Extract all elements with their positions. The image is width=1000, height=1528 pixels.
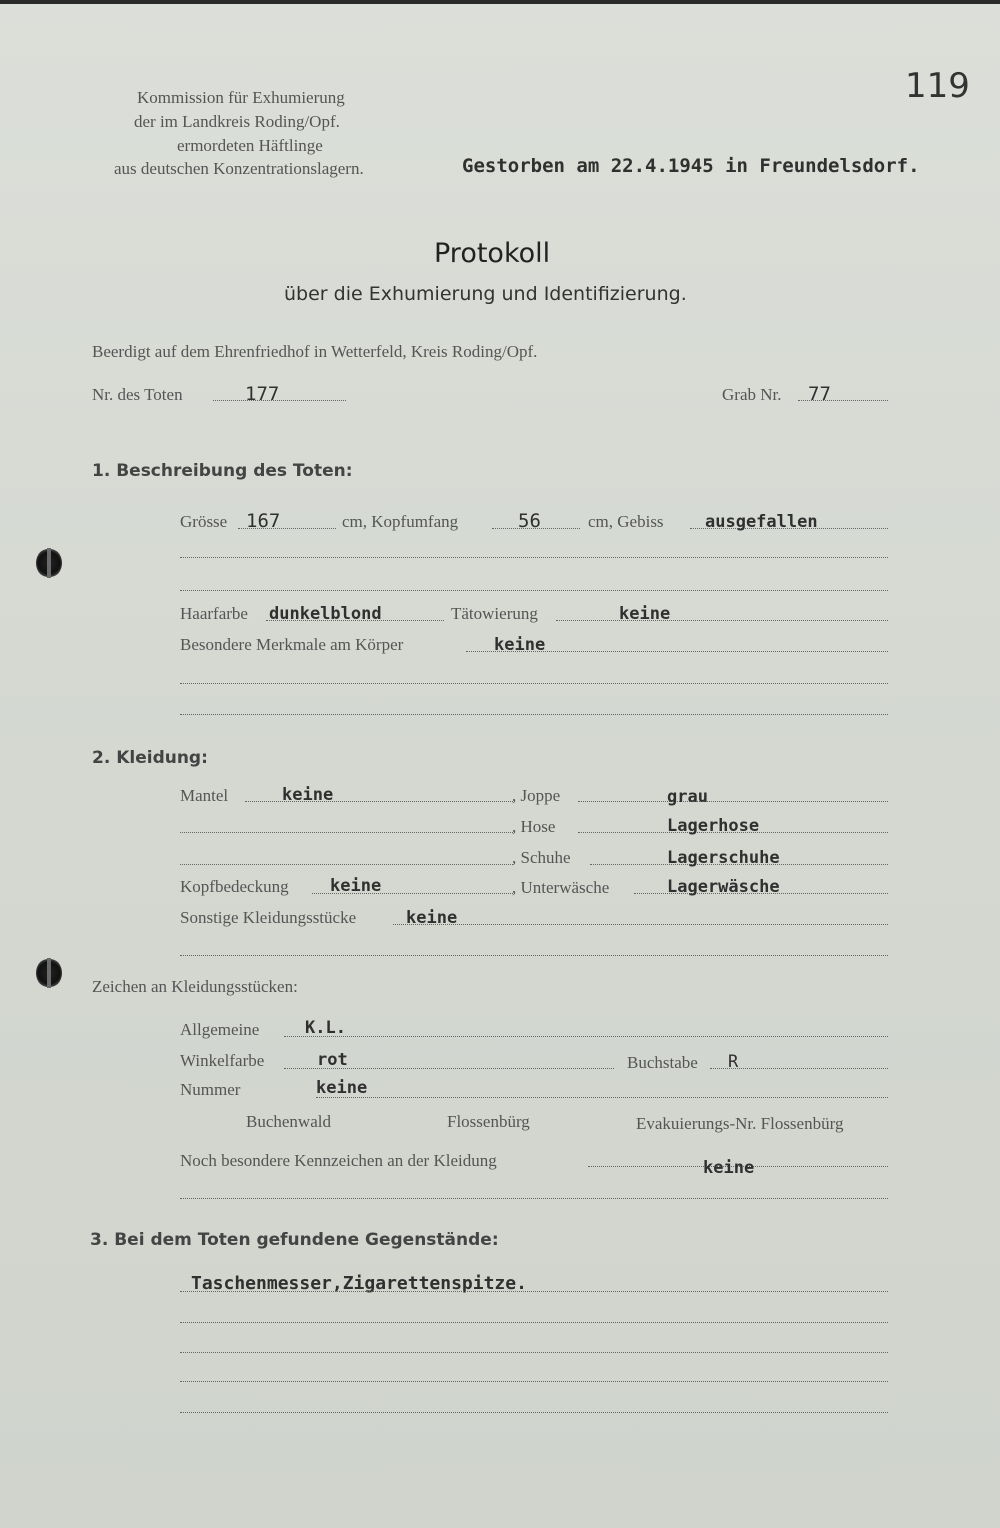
letter-label: Buchstabe	[627, 1053, 698, 1072]
hair-label: Haarfarbe	[180, 604, 248, 623]
number-line	[316, 1097, 888, 1098]
page-number: 119	[905, 66, 970, 106]
blank-line	[180, 1412, 888, 1413]
marks-value: keine	[494, 635, 546, 655]
section-1-heading: 1. Beschreibung des Toten:	[92, 461, 353, 481]
underwear-label: , Unterwäsche	[512, 878, 610, 897]
headwear-value: keine	[330, 876, 382, 896]
tattoo-label: Tätowierung	[451, 604, 538, 623]
blank-line	[180, 955, 888, 956]
hair-value: dunkelblond	[269, 604, 382, 624]
found-items: Taschenmesser,Zigarettenspitze.	[191, 1273, 527, 1294]
other-clothing-line	[393, 924, 888, 925]
death-note: Gestorben am 22.4.1945 in Freundelsdorf.	[462, 155, 920, 177]
section-2-heading: 2. Kleidung:	[92, 748, 208, 768]
height-label: Grösse	[180, 512, 228, 531]
trousers-value: Lagerhose	[667, 816, 760, 836]
grave-number-value: 77	[808, 383, 831, 405]
jacket-value: grau	[667, 787, 708, 807]
general-value: K.L.	[305, 1018, 346, 1038]
head-value: 56	[518, 510, 541, 532]
blank-line	[180, 714, 888, 715]
letter-value: R	[728, 1052, 739, 1072]
headwear-label: Kopfbedeckung	[180, 877, 289, 896]
shoes-label: , Schuhe	[512, 848, 571, 867]
page-subtitle: über die Exhumierung und Identifizierung.	[284, 283, 687, 305]
blank-line	[180, 864, 513, 865]
jacket-label: , Joppe	[512, 786, 561, 805]
blank-line	[180, 1381, 888, 1382]
camp-buchenwald: Buchenwald	[246, 1112, 331, 1131]
triangle-color-value: rot	[317, 1050, 348, 1070]
commission-line-3: ermordeten Häftlinge	[177, 136, 323, 155]
blank-line	[180, 832, 513, 833]
other-clothing-value: keine	[406, 908, 458, 928]
tattoo-line	[556, 620, 888, 621]
page-title: Protokoll	[434, 238, 551, 269]
marks-heading: Zeichen an Kleidungsstücken:	[92, 977, 298, 996]
blank-line	[180, 1198, 888, 1199]
blank-line	[180, 1352, 888, 1353]
camp-flossenbuerg: Flossenbürg	[447, 1112, 530, 1131]
teeth-value: ausgefallen	[705, 512, 818, 532]
dead-number-line	[213, 400, 346, 401]
blank-line	[180, 590, 888, 591]
other-clothing-label: Sonstige Kleidungsstücke	[180, 908, 357, 927]
coat-value: keine	[282, 785, 334, 805]
blank-line	[180, 1322, 888, 1323]
commission-line-2: der im Landkreis Roding/Opf.	[134, 112, 340, 131]
height-value: 167	[246, 510, 281, 532]
other-marks-value: keine	[703, 1158, 755, 1178]
dead-number-label: Nr. des Toten	[92, 385, 183, 404]
coat-label: Mantel	[180, 786, 229, 805]
trousers-label: , Hose	[512, 817, 556, 836]
evacuation-number-label: Evakuierungs-Nr. Flossenbürg	[636, 1114, 844, 1133]
blank-line	[180, 557, 888, 558]
underwear-value: Lagerwäsche	[667, 877, 780, 897]
general-line	[284, 1036, 888, 1037]
head-label: cm, Kopfumfang	[342, 512, 459, 531]
number-label: Nummer	[180, 1080, 241, 1099]
jacket-line	[578, 801, 888, 802]
dead-number-value: 177	[245, 383, 280, 405]
teeth-label: cm, Gebiss	[588, 512, 664, 531]
commission-line-4: aus deutschen Konzentrationslagern.	[114, 159, 364, 178]
triangle-color-label: Winkelfarbe	[180, 1051, 265, 1070]
punch-hole-icon	[36, 958, 62, 988]
items-line	[180, 1291, 888, 1292]
commission-line-1: Kommission für Exhumierung	[137, 88, 345, 107]
punch-hole-icon	[36, 548, 62, 578]
section-3-heading: 3. Bei dem Toten gefundene Gegenstände:	[90, 1230, 499, 1250]
shoes-value: Lagerschuhe	[667, 848, 780, 868]
blank-line	[180, 683, 888, 684]
marks-label: Besondere Merkmale am Körper	[180, 635, 404, 654]
grave-number-label: Grab Nr.	[722, 385, 782, 404]
number-value: keine	[316, 1078, 368, 1098]
tattoo-value: keine	[619, 604, 671, 624]
other-marks-label: Noch besondere Kennzeichen an der Kleidung	[180, 1151, 497, 1170]
burial-place: Beerdigt auf dem Ehrenfriedhof in Wetterfeld, Kreis Roding/Opf.	[92, 342, 538, 361]
general-label: Allgemeine	[180, 1020, 260, 1039]
scan-edge	[0, 0, 1000, 4]
